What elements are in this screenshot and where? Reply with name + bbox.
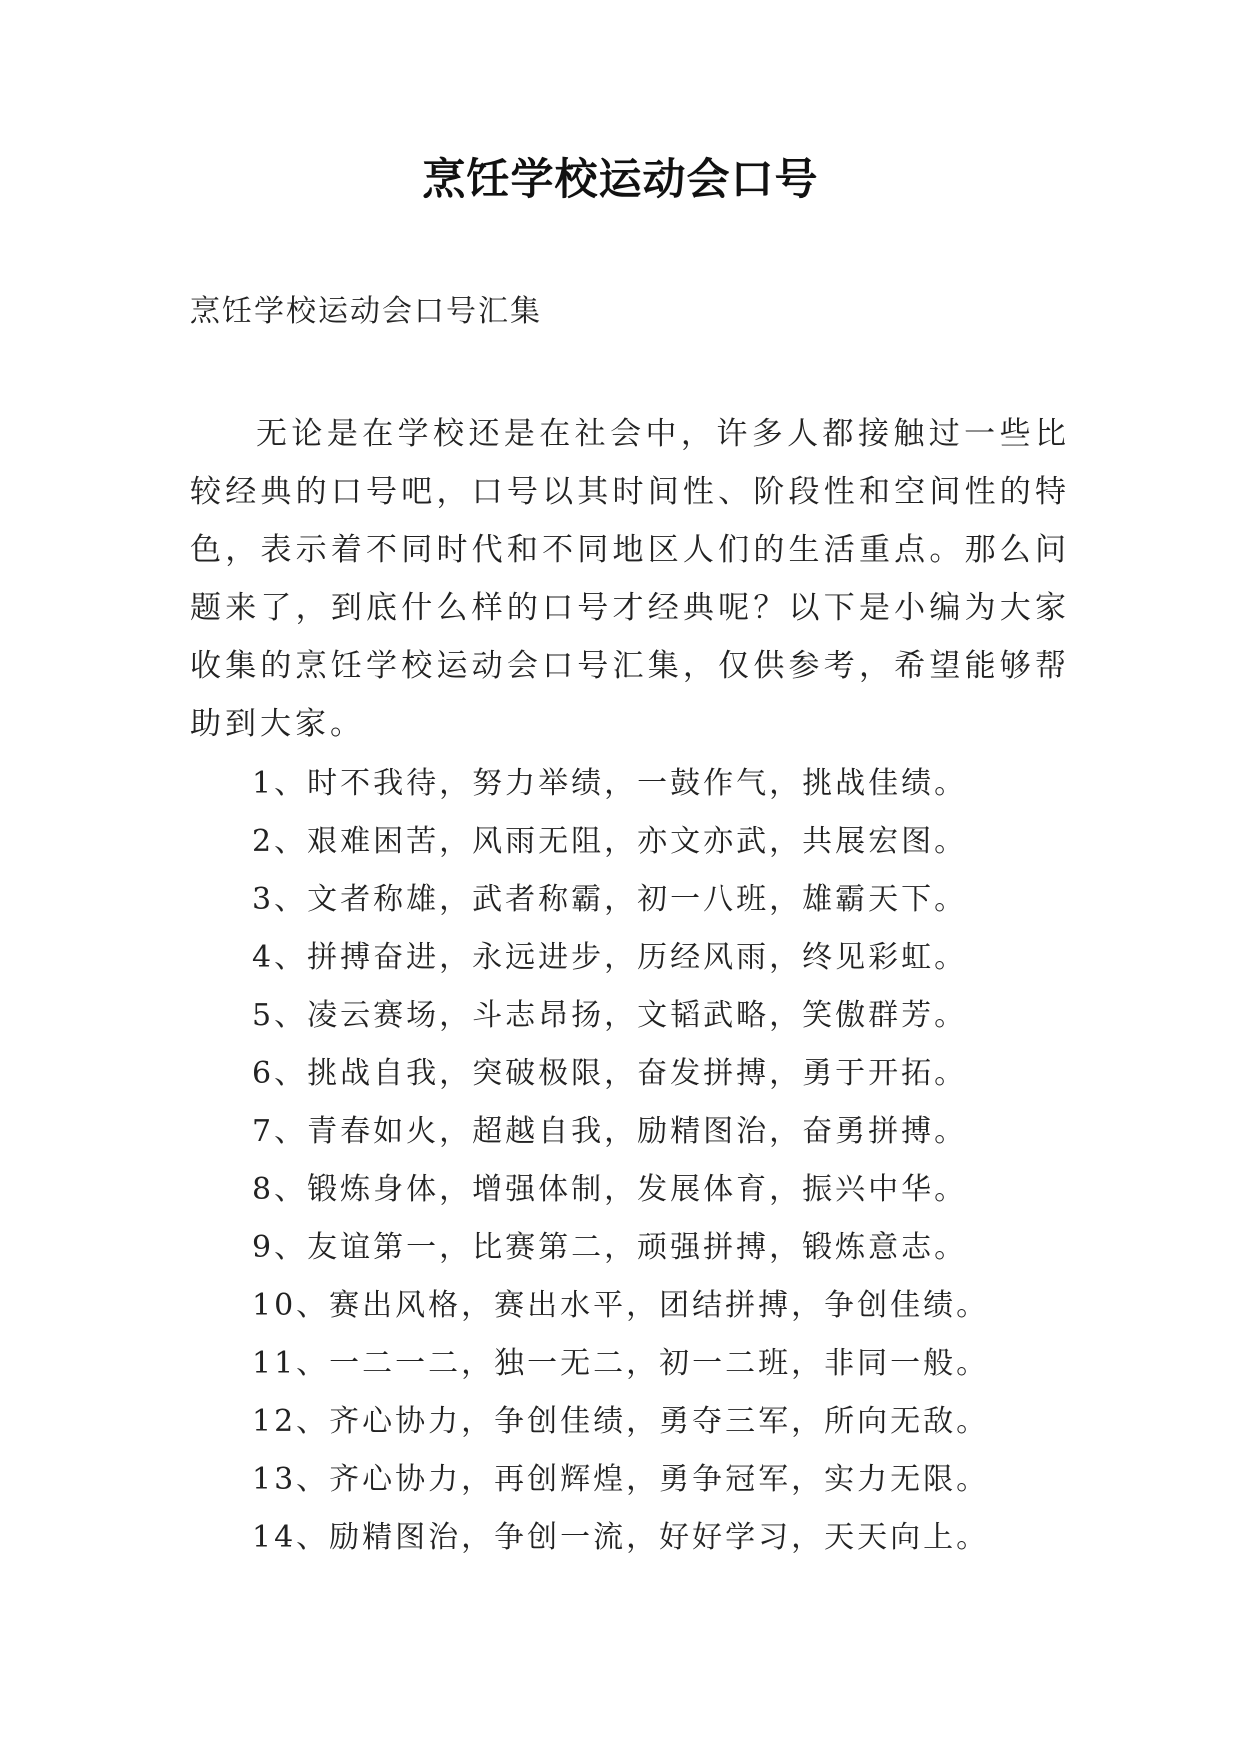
- slogan-item: 4、拼搏奋进，永远进步，历经风雨，终见彩虹。: [252, 940, 968, 975]
- slogan-item: 8、锻炼身体，增强体制，发展体育，振兴中华。: [252, 1172, 968, 1207]
- slogan-item: 3、文者称雄，武者称霸，初一八班，雄霸天下。: [252, 882, 968, 917]
- slogan-item: 6、挑战自我，突破极限，奋发拼搏，勇于开拓。: [252, 1056, 968, 1091]
- document-subtitle: 烹饪学校运动会口号汇集: [190, 294, 542, 329]
- slogan-item: 10、赛出风格，赛出水平，团结拼搏，争创佳绩。: [252, 1288, 990, 1323]
- slogan-item: 2、艰难困苦，风雨无阻，亦文亦武，共展宏图。: [252, 824, 968, 859]
- slogan-item: 1、时不我待，努力举绩，一鼓作气，挑战佳绩。: [252, 766, 968, 801]
- slogan-item: 5、凌云赛场，斗志昂扬，文韬武略，笑傲群芳。: [252, 998, 968, 1033]
- slogan-item: 13、齐心协力，再创辉煌，勇争冠军，实力无限。: [252, 1462, 990, 1497]
- slogan-item: 12、齐心协力，争创佳绩，勇夺三军，所向无敌。: [252, 1404, 990, 1439]
- slogan-item: 14、励精图治，争创一流，好好学习，天天向上。: [252, 1520, 990, 1555]
- intro-paragraph: 无论是在学校还是在社会中，许多人都接触过一些比较经典的口号吧，口号以其时间性、阶段性和空间性的特色，表示着不同时代和不同地区人们的生活重点。那么问题来了，到底什么样的口号才经典呢？以下是小编为大家收集的烹饪学校运动会口号汇集，仅供参考，希望能够帮助到大家。: [190, 416, 1070, 742]
- document-title: 烹饪学校运动会口号: [422, 155, 819, 205]
- slogan-list: [252, 755, 989, 1567]
- slogan-item: 9、友谊第一，比赛第二，顽强拼搏，锻炼意志。: [252, 1230, 968, 1265]
- slogan-item: 7、青春如火，超越自我，励精图治，奋勇拼搏。: [252, 1114, 968, 1149]
- slogan-item: 11、一二一二，独一无二，初一二班，非同一般。: [252, 1346, 990, 1381]
